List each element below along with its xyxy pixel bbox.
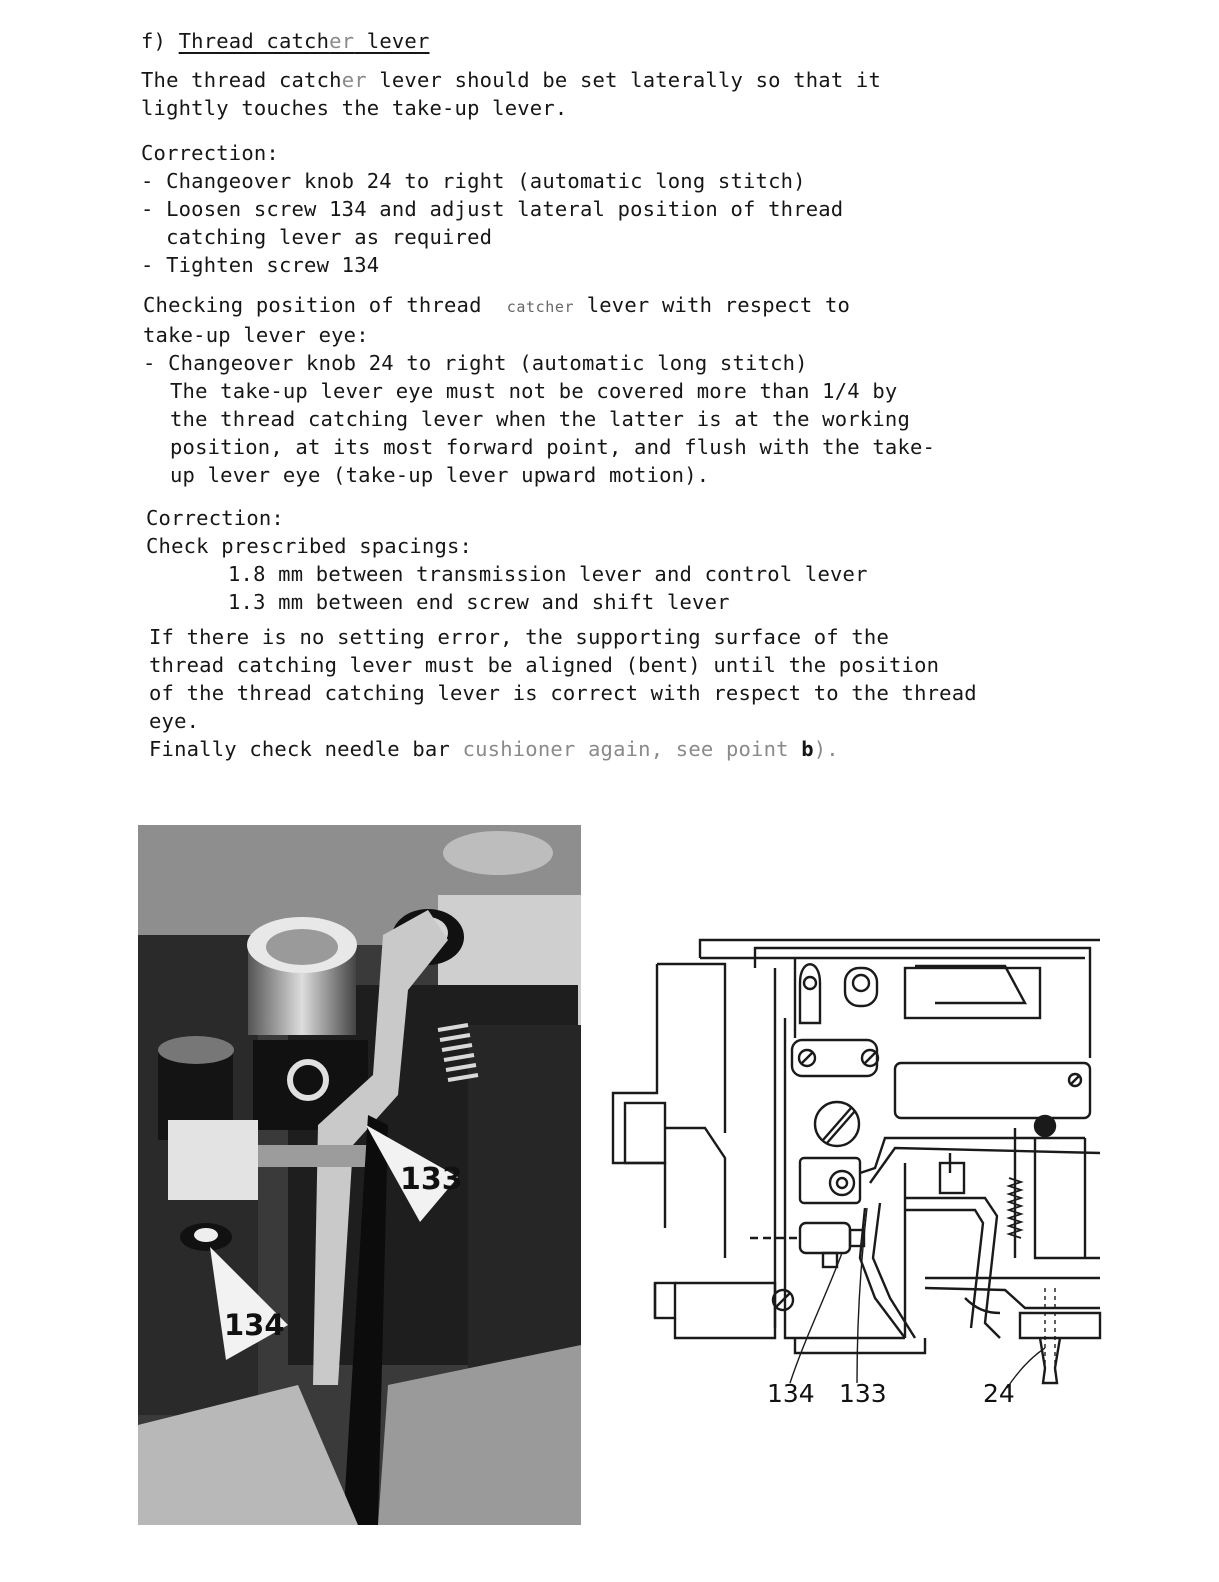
diagram-label-134: 134 bbox=[767, 1379, 815, 1408]
intro-paragraph: The thread catcher lever should be set laterally so that it lightly touches the take-up lever. bbox=[141, 68, 882, 120]
spacing-item: 1.8 mm between transmission lever and control lever bbox=[228, 562, 868, 586]
diagram-label-133: 133 bbox=[839, 1379, 887, 1408]
list-item: - Tighten screw 134 bbox=[141, 253, 380, 277]
final-paragraph: If there is no setting error, the supporting surface of the thread catching lever must be aligned (bent) until the position of the thread catching lever is correct with respect to the thread eye. Finally check needle bar cushioner again, see point b). bbox=[149, 625, 977, 761]
list-item: catching lever as required bbox=[141, 225, 493, 249]
mechanism-photo bbox=[138, 825, 581, 1525]
correction-title: Correction: bbox=[146, 506, 284, 530]
spacing-item: 1.3 mm between end screw and shift lever bbox=[228, 590, 730, 614]
list-item: - Loosen screw 134 and adjust lateral position of thread bbox=[141, 197, 844, 221]
section-letter: f) bbox=[141, 29, 167, 53]
photo-label-133: 133 bbox=[400, 1162, 463, 1197]
diagram-label-24: 24 bbox=[983, 1379, 1015, 1408]
section-heading bbox=[141, 27, 430, 55]
correction-block-2: Correction: Check prescribed spacings: 1.8 mm between transmission lever and control lever 1.3 mm between end screw and shift lever bbox=[146, 506, 868, 614]
section-title: Thread catcher lever bbox=[178, 29, 430, 53]
correction-title: Correction: bbox=[141, 141, 279, 165]
photo-label-134: 134 bbox=[224, 1308, 285, 1342]
list-item: - Changeover knob 24 to right (automatic long stitch) bbox=[143, 351, 808, 375]
mechanism-diagram bbox=[605, 928, 1105, 1420]
correction-block-1 bbox=[141, 139, 843, 279]
list-item: - Changeover knob 24 to right (automatic long stitch) bbox=[141, 169, 806, 193]
checking-block: Checking position of thread catcher lever with respect to take-up lever eye: - Changeover knob 24 to right (automatic long stitch) The take-up lever eye must not be covered more than 1/4 by the thread catching lever when the latter is at the working position, at its most forward point, and flush with the take- up lever eye (take-up lever upward motion). bbox=[143, 293, 936, 487]
